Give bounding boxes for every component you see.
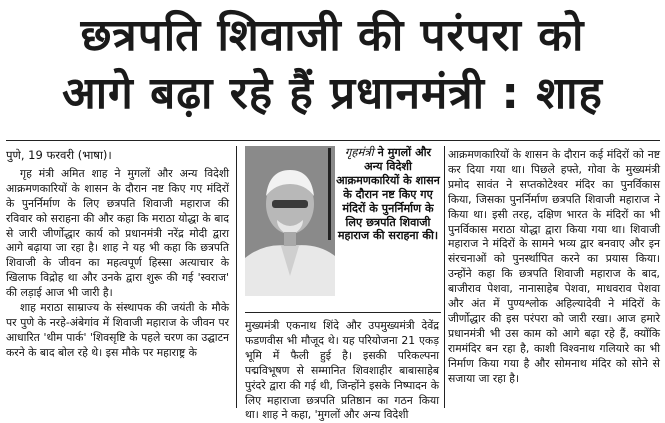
dateline: पुणे, 19 फरवरी (भाषा)। [6,148,112,162]
amit-shah-photo [245,146,335,296]
portrait-image [245,146,335,296]
article-column-3 [448,148,660,387]
pull-quote-keyword: गृहमंत्री [344,145,374,159]
headline-line-2: आगे बढ़ा रहे हैं प्रधानमंत्री : शाह [62,68,603,119]
column-divider-2 [444,146,445,408]
pull-quote [335,146,441,243]
headline-divider [6,140,660,141]
column-1-paragraph-2: शाह मराठा साम्राज्य के संस्थापक की जयंती के मौके पर पुणे के नरहे-अंबेगांव में शिवाजी महाराज के जीवन पर आधारित 'थीम पार्क' 'शिवसृष्टि के पहले चरण का उद्घाटन करने के बाद बोल रहे थे। इस मौके पर महाराष्ट्र के [6,301,229,359]
headline-line-1: छत्रपति शिवाजी की परंपरा को [80,10,585,61]
pull-quote-text: ने मुगलों और अन्य विदेशी आक्रमणकारियों के शासन के दौरान नष्ट किए गए मंदिरों के पुनर्निर्माण के लिए छत्रपति शिवाजी महाराज की सराहना की। [336,146,440,243]
column-1-paragraph-1: गृह मंत्री अमित शाह ने मुगलों और अन्य विदेशी आक्रमणकारियों के शासन के दौरान नष्ट किए गए मंदिरों के पुनर्निर्माण के लिए छत्रपति शिवाजी महाराज की रविवार को सराहना की और कहा कि मराठा योद्धा के बाद से जारी जीर्णोद्धार कार्य को प्रधानमंत्री नरेंद्र मोदी द्वारा आगे बढ़ाया जा रहा है। शाह ने यह भी कहा कि छत्रपति शिवाजी के जीवन का महत्वपूर्ण हिस्सा अत्याचार के खिलाफ विद्रोह था और उनके द्वारा शुरू की गई 'स्वराज' की लड़ाई आज भी जारी है। [6,166,229,300]
pull-quote-bottom-rule [245,312,441,313]
column-divider-1 [236,146,237,408]
article-column-1 [6,148,229,361]
column-3-paragraph-1: आक्रमणकारियों के शासन के दौरान कई मंदिरों को नष्ट कर दिया गया था। पिछले हफ्ते, गोवा के मुख्यमंत्री प्रमोद सावंत ने सप्तकोटेश्वर मंदिर का पुनर्विकास किया, जिसका पुनर्निर्माण छत्रपति शिवाजी महाराज ने किया था। इसी तरह, दक्षिण भारत के मंदिरों का भी पुनर्विकास मराठा योद्धा द्वारा किया गया था। शिवाजी महाराज ने मंदिरों के सामने भव्य द्वार बनवाए और इन संरचनाओं को पुनर्स्थापित करने का प्रयास किया। उन्होंने कहा कि छत्रपति शिवाजी महाराज के बाद, बाजीराव पेशवा, नानासाहेब पेशवा, माधवराव पेशवा और अंत में पुण्यश्लोक अहिल्यादेवी ने मंदिरों के जीर्णोद्धार की इस परंपरा को जारी रखा। आज हमारे प्रधानमंत्री भी उस काम को आगे बढ़ा रहे हैं, क्योंकि राममंदिर बन रहा है, काशी विश्वनाथ गलियारे का भी निर्माण किया गया है और सोमनाथ मंदिर को सोने से सजाया जा रहा है। [448,148,660,385]
pull-quote-bar [328,148,331,240]
article-column-2 [245,319,439,423]
column-2-paragraph-1: मुख्यमंत्री एकनाथ शिंदे और उपमुख्यमंत्री देवेंद्र फडणवीस भी मौजूद थे। यह परियोजना 21 एकड़ भूमि में फैली हुई है। इसकी परिकल्पना पद्मविभूषण से सम्मानित शिवशाहीर बाबासाहेब पुरंदरे द्वारा की गई थी, जिन्होंने इसके निष्पादन के लिए महाराजा छत्रपति प्रतिष्ठान का गठन किया था। शाह ने कहा, 'मुगलों और अन्य विदेशी [245,319,439,422]
